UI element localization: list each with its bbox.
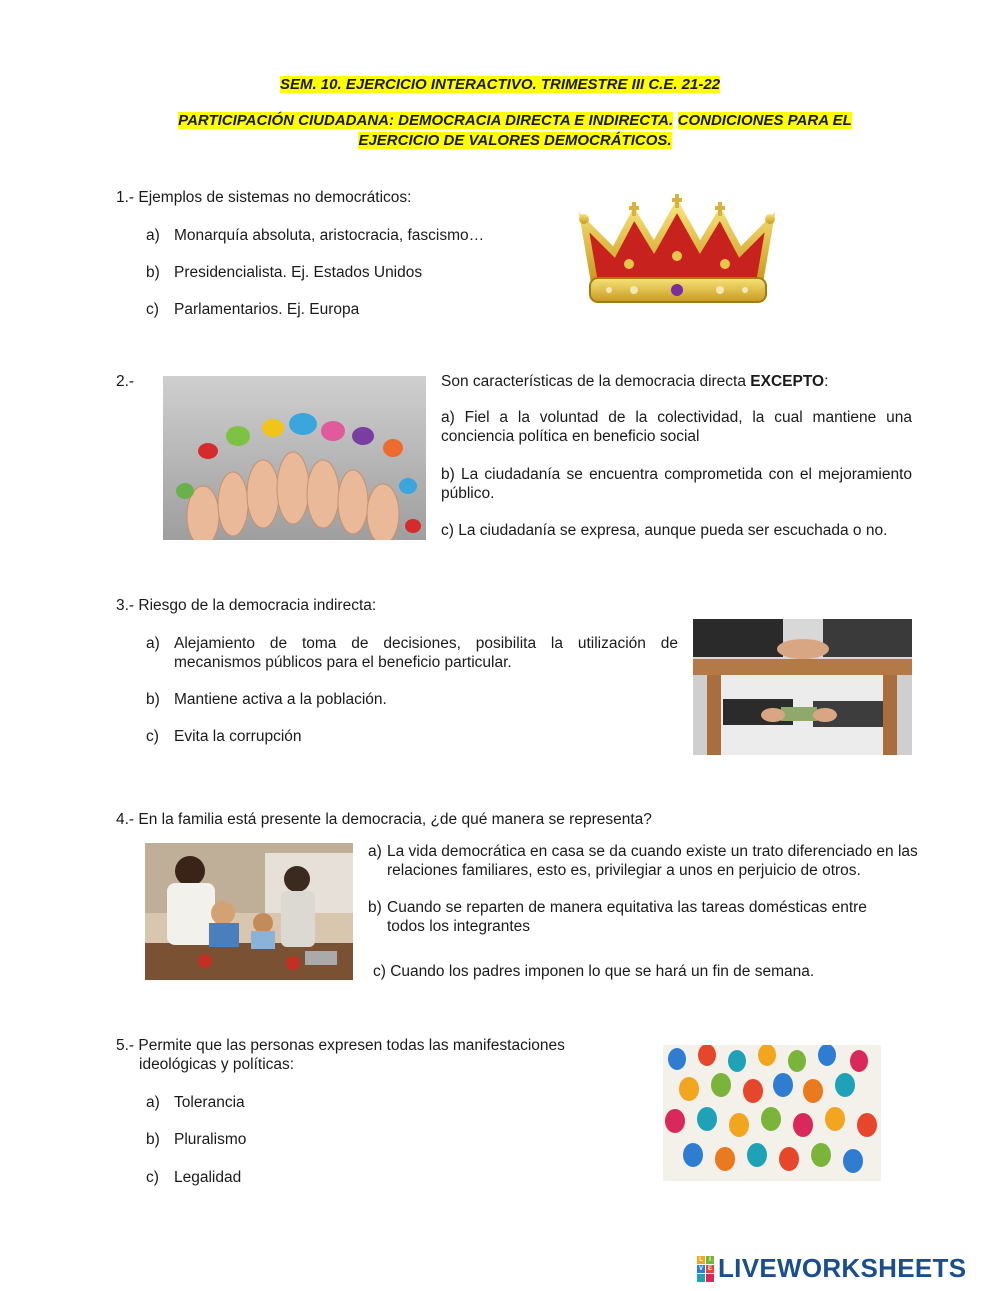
- subtitle-part-b: CONDICIONES PARA EL: [677, 112, 852, 129]
- option-letter: c): [146, 301, 159, 318]
- logo-text: LIVEWORKSHEETS: [718, 1253, 967, 1283]
- option-letter: c): [146, 728, 159, 745]
- option-text: Parlamentarios. Ej. Europa: [174, 301, 360, 318]
- option-text: Cuando se reparten de manera equitativa las tareas domésticas entre todos los integrantes: [387, 899, 867, 935]
- option-letter: b): [146, 1131, 160, 1148]
- q3-option-c[interactable]: [146, 727, 302, 746]
- liveworksheets-logo[interactable]: [697, 1253, 966, 1284]
- subtitle-line2: EJERCICIO DE VALORES DEMOCRÁTICOS.: [358, 132, 672, 149]
- q5-question-line1: 5.- Permite que las personas expresen todas las manifestaciones: [116, 1037, 565, 1054]
- handshake-bribe-image: [693, 619, 912, 755]
- q2-question-post: :: [824, 373, 829, 390]
- q5-option-c[interactable]: [146, 1168, 241, 1187]
- q3-option-b[interactable]: [146, 690, 387, 709]
- q2-option-a[interactable]: a) Fiel a la voluntad de la colectividad, la cual mantiene una conciencia política en beneficio social: [441, 409, 912, 445]
- q2-number: 2.-: [116, 373, 135, 390]
- q1-option-c[interactable]: [146, 300, 359, 319]
- q2-option-c[interactable]: c) La ciudadanía se expresa, aunque pueda ser escuchada o no.: [441, 522, 888, 539]
- q2-question-bold: EXCEPTO: [750, 373, 825, 390]
- q2-option-b[interactable]: b) La ciudadanía se encuentra comprometida con el mejoramiento público.: [441, 466, 912, 502]
- q1-option-a[interactable]: [146, 226, 484, 245]
- q5-question-line2: ideológicas y políticas:: [139, 1056, 295, 1073]
- colorful-hands-image: [663, 1045, 881, 1181]
- option-text: Cuando los padres imponen lo que se hará un fin de semana.: [390, 963, 815, 980]
- q3-question: 3.- Riesgo de la democracia indirecta:: [116, 597, 377, 614]
- subtitle-part-a: PARTICIPACIÓN CIUDADANA: DEMOCRACIA DIRECTA E INDIRECTA.: [178, 112, 674, 129]
- option-letter: b): [146, 264, 160, 281]
- q5-option-b[interactable]: [146, 1130, 246, 1149]
- option-text: La vida democrática en casa se da cuando existe un trato diferenciado en las relaciones familiares, esto es, privilegiar a unos en perjuicio de otros.: [387, 843, 918, 879]
- option-letter: a): [146, 227, 160, 244]
- raised-hands-speech-bubbles-image: [163, 376, 426, 540]
- option-text: Evita la corrupción: [174, 728, 302, 745]
- option-text: Presidencialista. Ej. Estados Unidos: [174, 264, 423, 281]
- q4-option-b[interactable]: [368, 898, 898, 936]
- q3-option-a[interactable]: [146, 634, 678, 672]
- q4-option-c[interactable]: [373, 962, 893, 981]
- q1-question: 1.- Ejemplos de sistemas no democráticos:: [116, 189, 412, 206]
- family-cooking-image: [145, 843, 353, 980]
- option-letter: a): [146, 635, 160, 652]
- option-text: Tolerancia: [174, 1094, 245, 1111]
- option-letter: a): [146, 1094, 160, 1111]
- worksheet-subtitle: [140, 111, 890, 151]
- q5-option-a[interactable]: [146, 1093, 245, 1112]
- logo-letter-block: L: [697, 1256, 705, 1264]
- option-letter: c): [146, 1169, 159, 1186]
- crown-image: [574, 192, 780, 312]
- logo-blocks-icon: [697, 1256, 714, 1282]
- option-letter: b): [146, 691, 160, 708]
- logo-letter-block: E: [707, 1265, 712, 1272]
- q4-option-a[interactable]: [368, 842, 918, 880]
- logo-letter-block: I: [706, 1256, 714, 1264]
- logo-letter-block: V: [698, 1265, 703, 1272]
- option-text: Monarquía absoluta, aristocracia, fascismo…: [174, 227, 485, 244]
- option-text: Pluralismo: [174, 1131, 247, 1148]
- option-text: Alejamiento de toma de decisiones, posibilita la utilización de mecanismos públicos para el beneficio particular.: [174, 635, 678, 671]
- logo-deco-block: [697, 1274, 705, 1282]
- option-letter: b): [368, 899, 382, 916]
- title-text: SEM. 10. EJERCICIO INTERACTIVO. TRIMESTRE III C.E. 21-22: [279, 76, 721, 93]
- q2-question: [441, 372, 912, 391]
- q5-question: [116, 1036, 565, 1074]
- option-letter: c): [373, 963, 386, 980]
- q4-question: 4.- En la familia está presente la democracia, ¿de qué manera se representa?: [116, 811, 652, 828]
- q2-question-pre: Son características de la democracia directa: [441, 373, 751, 390]
- q1-option-b[interactable]: [146, 263, 422, 282]
- option-text: Legalidad: [174, 1169, 242, 1186]
- option-text: Mantiene activa a la población.: [174, 691, 387, 708]
- option-letter: a): [368, 843, 382, 860]
- logo-deco-block: [706, 1274, 714, 1282]
- worksheet-title: [0, 76, 1000, 94]
